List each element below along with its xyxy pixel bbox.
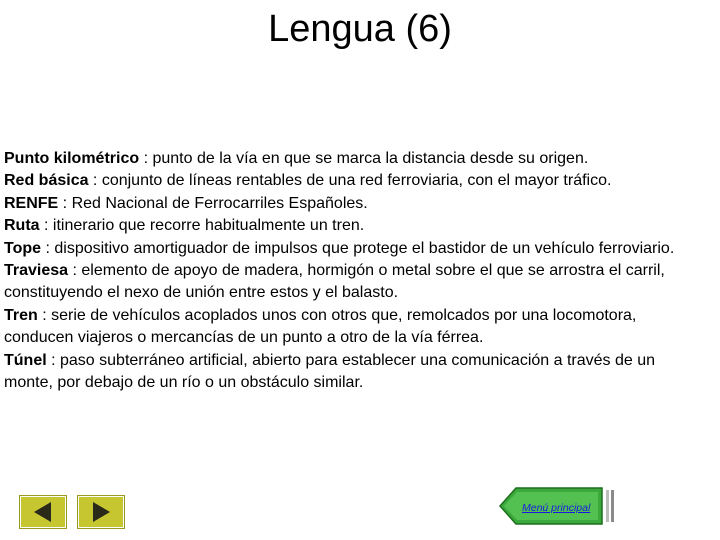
glossary-definition: : conjunto de líneas rentables de una red ferroviaria, con el mayor tráfico. [88,172,612,190]
triangle-left-icon [21,497,65,527]
glossary-definition: : itinerario que recorre habitualmente un tren. [39,217,365,235]
glossary-term: Punto kilométrico [4,150,140,167]
next-slide-button[interactable] [78,496,124,528]
triangle-right-icon [79,497,123,527]
previous-slide-button[interactable] [20,496,66,528]
glossary-definition: : serie de vehículos acoplados unos con otros que, remolcados por una locomotora, conducen viajeros o mercancías de un punto a otro de la vía férrea. [4,306,637,347]
glossary-term: Tope [4,239,42,257]
glossary-definition: : dispositivo amortiguador de impulsos que protege el bastidor de un vehículo ferroviario. [41,239,675,257]
glossary-entry [4,215,704,237]
glossary-term: Tren [4,306,38,324]
glossary-list [4,148,704,394]
glossary-definition: : punto de la vía en que se marca la distancia desde su origen. [139,150,589,167]
main-menu-button[interactable] [498,484,616,528]
glossary-term: Traviesa [4,262,69,280]
glossary-term: RENFE [4,194,59,212]
glossary-entry [4,193,704,215]
glossary-term: Red básica [4,172,89,190]
glossary-entry [4,238,704,260]
glossary-definition: : paso subterráneo artificial, abierto para establecer una comunicación a través de un monte, por debajo de un río o un obstáculo similar. [4,351,656,392]
main-menu-link[interactable]: Menú principal [522,502,591,514]
glossary-definition: : Red Nacional de Ferrocarriles Españoles. [58,194,368,212]
glossary-entry [4,170,704,192]
glossary-definition: : elemento de apoyo de madera, hormigón o metal sobre el que se arrostra el carril, constituyendo el nexo de unión entre estos y el balasto. [4,262,665,302]
glossary-entry [4,305,704,350]
glossary-term: Ruta [4,217,40,235]
glossary-entry [4,148,704,170]
slide-title: Lengua (6) [268,8,452,50]
glossary-entry [4,260,704,305]
glossary-entry [4,350,704,395]
glossary-term: Túnel [4,351,47,369]
